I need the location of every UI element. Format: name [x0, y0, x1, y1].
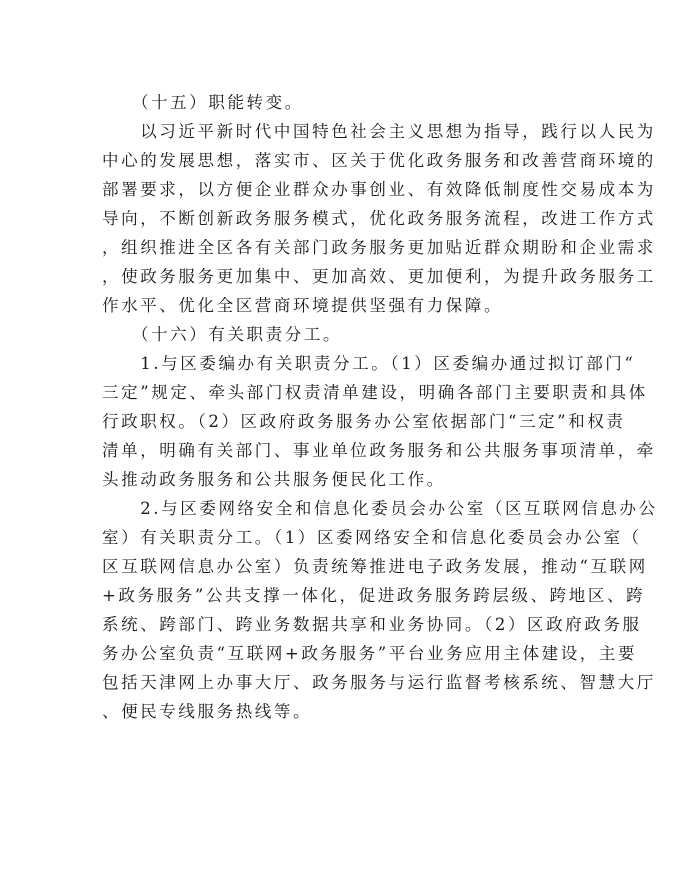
heading-section-16: （十六）有关职责分工。: [102, 325, 343, 344]
paragraph-line: 导向，不断创新政务服务模式，优化政务服务流程，改进工作方式: [102, 209, 656, 228]
paragraph-line: 行政职权。（2）区政府政务服务办公室依据部门“三定”和权责: [102, 412, 626, 431]
paragraph-line: 三定”规定、牵头部门权责清单建设，明确各部门主要职责和具体: [102, 383, 648, 402]
paragraph-line: 、便民专线服务热线等。: [102, 702, 313, 721]
paragraph-line: 1.与区委编办有关职责分工。（1）区委编办通过拟订部门“: [102, 354, 636, 373]
paragraph-line: 区互联网信息办公室）负责统筹推进电子政务发展，推动“互联网: [102, 557, 648, 576]
document-body: [102, 88, 658, 726]
paragraph-line: 2.与区委网络安全和信息化委员会办公室（区互联网信息办公: [102, 499, 658, 518]
paragraph-line: 以习近平新时代中国特色社会主义思想为指导，践行以人民为: [102, 122, 656, 141]
paragraph-line: 部署要求，以方便企业群众办事创业、有效降低制度性交易成本为: [102, 180, 656, 199]
paragraph-line: ，使政务服务更加集中、更加高效、更加便利，为提升政务服务工: [102, 267, 656, 286]
paragraph-line: ，组织推进全区各有关部门政务服务更加贴近群众期盼和企业需求: [102, 238, 656, 257]
heading-section-15: （十五）职能转变。: [102, 93, 304, 112]
paragraph-line: 中心的发展思想，落实市、区关于优化政务服务和改善营商环境的: [102, 151, 656, 170]
paragraph-line: 系统、跨部门、跨业务数据共享和业务协同。（2）区政府政务服: [102, 615, 642, 634]
paragraph-line: 务办公室负责“互联网+政务服务”平台业务应用主体建设，主要: [102, 644, 638, 663]
paragraph-line: 室）有关职责分工。（1）区委网络安全和信息化委员会办公室（: [102, 528, 642, 547]
paragraph-line: 清单，明确有关部门、事业单位政务服务和公共服务事项清单，牵: [102, 441, 656, 460]
paragraph-line: 作水平、优化全区营商环境提供坚强有力保障。: [102, 296, 504, 315]
paragraph-line: +政务服务”公共支撑一体化，促进政务服务跨层级、跨地区、跨: [102, 586, 646, 605]
paragraph-line: 包括天津网上办事大厅、政务服务与运行监督考核系统、智慧大厅: [102, 673, 656, 692]
paragraph-line: 头推动政务服务和公共服务便民化工作。: [102, 470, 446, 489]
